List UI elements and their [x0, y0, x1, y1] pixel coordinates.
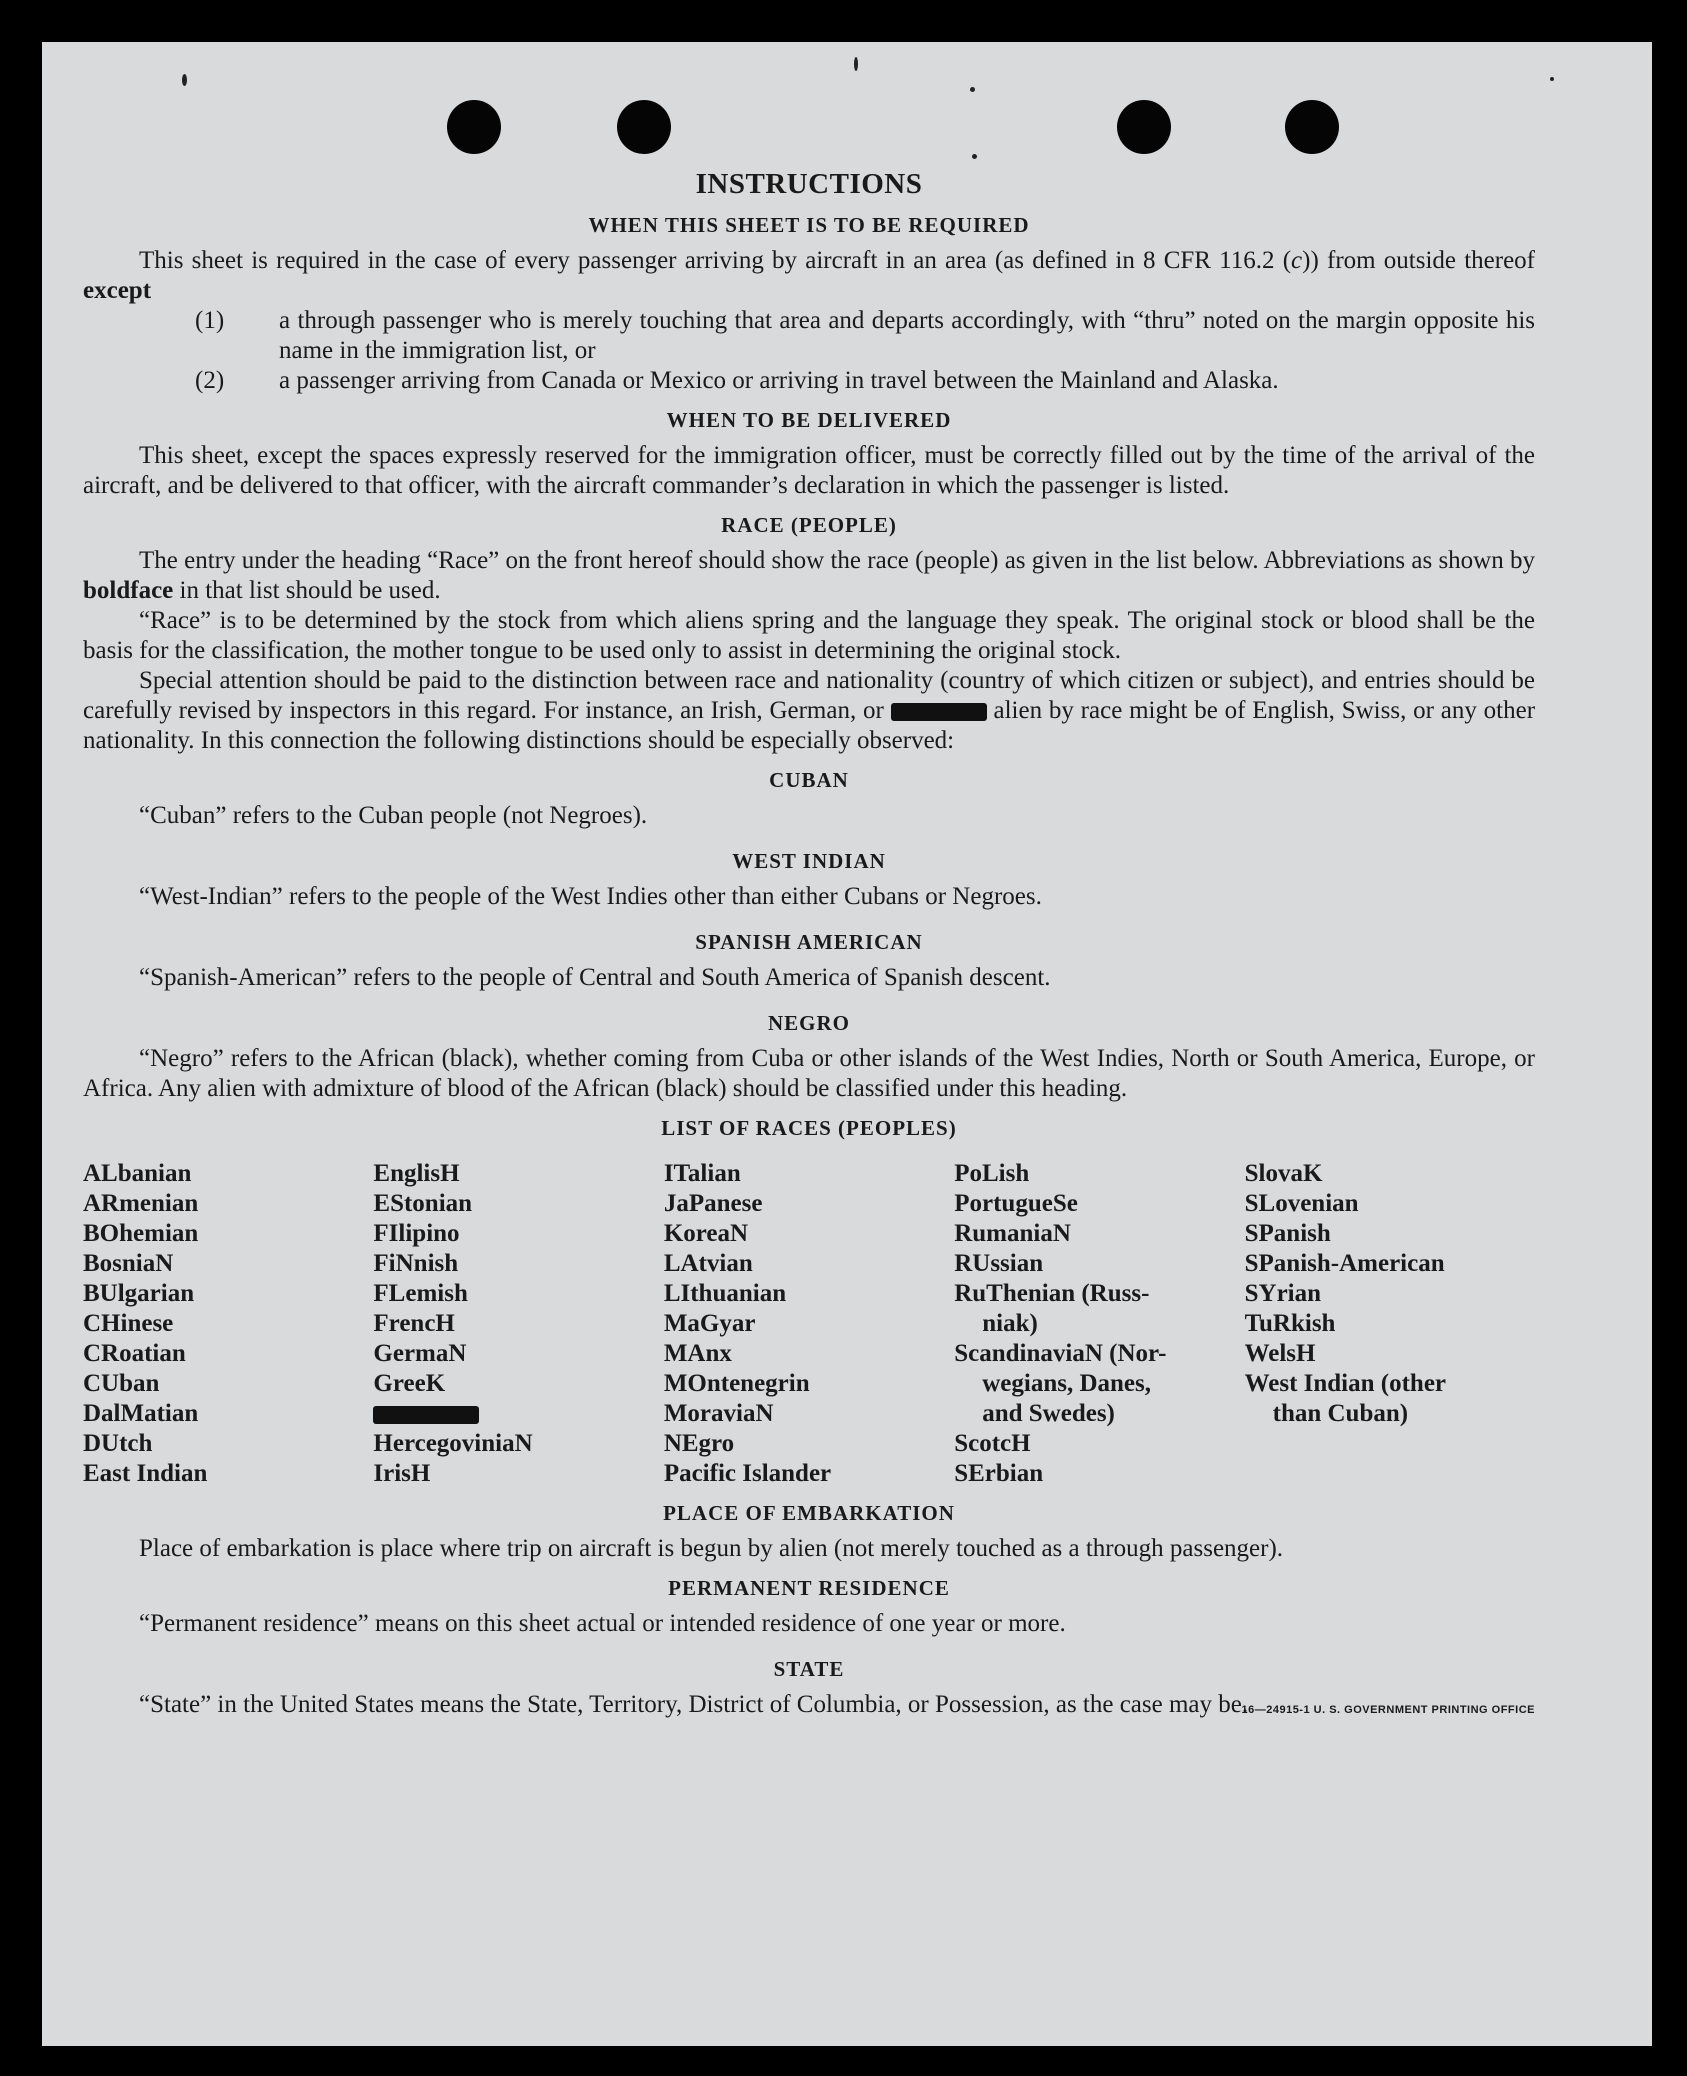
west-indian-text: “West-Indian” refers to the people of the West Indies other than either Cubans or Negroes.: [139, 883, 1042, 910]
race-entry: wegians, Danes,: [982, 1370, 1151, 1397]
text-run: )) from outside thereof: [1302, 247, 1535, 274]
race-entry: MoraviaN: [663, 1400, 774, 1427]
page-title: INSTRUCTIONS: [695, 168, 923, 200]
section-heading-west-indian: WEST INDIAN: [732, 849, 886, 873]
race-entry: PortugueSe: [954, 1190, 1078, 1217]
speck: [182, 74, 187, 86]
text-run: alien by race might be of English, Swiss, or any other nationality. In this connection the following distinctions should be especially observed:: [83, 697, 1536, 754]
race-entry: GreeK: [373, 1370, 446, 1397]
race-entry: SPanish-American: [1244, 1250, 1445, 1277]
race-entry: IrisH: [373, 1460, 431, 1487]
section-heading-negro: NEGRO: [767, 1011, 850, 1035]
race-entry: ScandinaviaN (Nor-: [954, 1340, 1167, 1367]
text-run: The entry under the heading “Race” on the front hereof should show the race (people) as given in the list below. Abbreviations as shown by: [139, 547, 1535, 574]
race-entry: EStonian: [373, 1190, 473, 1217]
races-group: [373, 1159, 663, 1399]
race-entry: SYrian: [1244, 1280, 1322, 1307]
cuban-text: “Cuban” refers to the Cuban people (not Negroes).: [139, 802, 648, 829]
redaction-mark: [373, 1406, 479, 1424]
section-heading-cuban: CUBAN: [769, 768, 849, 792]
text-run: This sheet is required in the case of every passenger arriving by aircraft in an area (as defined in 8 CFR 116.2 (: [139, 247, 1292, 274]
section-heading-embarkation: PLACE OF EMBARKATION: [663, 1501, 955, 1525]
print-code: 16—24915-1 U. S. GOVERNMENT PRINTING OFFICE: [1241, 1704, 1535, 1716]
item-text: a passenger arriving from Canada or Mexico or arriving in travel between the Mainland and Alaska.: [279, 367, 1279, 394]
list-item: [195, 366, 1535, 396]
negro-text: “Negro” refers to the African (black), whether coming from Cuba or other islands of the West Indies, North or South America, Europe, or Africa. Any alien with admixture of blood of the African (black) should be classified under this heading.: [83, 1045, 1535, 1102]
race-entry: FLemish: [373, 1280, 468, 1307]
race-entry: SlovaK: [1244, 1160, 1323, 1187]
text-run: c: [1291, 247, 1303, 274]
speck: [854, 57, 858, 71]
race-entry: NEgro: [663, 1430, 735, 1457]
race-entry: RumaniaN: [954, 1220, 1071, 1247]
races-column: [954, 1159, 1244, 1489]
state-block: [83, 1690, 1535, 1720]
race-entry: East Indian: [83, 1460, 208, 1487]
text-run: in that list should be used.: [173, 577, 441, 604]
race-entry: FiNnish: [373, 1250, 459, 1277]
section-heading-delivered: WHEN TO BE DELIVERED: [666, 408, 952, 432]
embarkation-text: Place of embarkation is place where trip on aircraft is begun by alien (not merely touched as a through passenger).: [139, 1535, 1284, 1562]
race-entry: ALbanian: [83, 1160, 192, 1187]
item-text: a through passenger who is merely touching that area and departs accordingly, with “thru” noted on the margin opposite his name in the immigration list, or: [279, 307, 1535, 364]
section-heading-list: LIST OF RACES (PEOPLES): [661, 1116, 957, 1140]
races-list: [83, 1159, 1535, 1489]
race-entry: MOntenegrin: [663, 1370, 810, 1397]
punch-hole: [1117, 100, 1171, 154]
race-entry: KoreaN: [663, 1220, 749, 1247]
race-entry: SLovenian: [1244, 1190, 1359, 1217]
race-entry: [373, 1399, 663, 1429]
race-entry: FrencH: [373, 1310, 455, 1337]
speck: [972, 154, 977, 159]
instructions-content: [83, 168, 1535, 1720]
race-entry: than Cuban): [1272, 1400, 1409, 1427]
section-heading-required: WHEN THIS SHEET IS TO BE REQUIRED: [588, 213, 1030, 237]
speck: [970, 87, 975, 92]
race-paragraph-3: [83, 666, 1535, 756]
required-intro: [83, 246, 1535, 306]
race-entry: TuRkish: [1244, 1310, 1336, 1337]
race-entry: BOhemian: [83, 1220, 199, 1247]
race-entry: ITalian: [663, 1160, 741, 1187]
race-entry: GermaN: [373, 1340, 467, 1367]
race-entry: niak): [982, 1310, 1038, 1337]
race-entry: EnglisH: [373, 1160, 460, 1187]
race-entry: LIthuanian: [663, 1280, 787, 1307]
race-entry: MaGyar: [663, 1310, 756, 1337]
race-entry: CHinese: [83, 1310, 174, 1337]
races-group: [373, 1429, 663, 1489]
state-text: “State” in the United States means the State, Territory, District of Columbia, or Possession, as the case may be.: [139, 1691, 1249, 1718]
race-entry: CUban: [83, 1370, 160, 1397]
race-entry: ARmenian: [83, 1190, 199, 1217]
race-entry: BosniaN: [83, 1250, 174, 1277]
race-entry: RuThenian (Russ-: [954, 1280, 1150, 1307]
text-run: boldface: [83, 577, 174, 604]
speck: [1550, 77, 1554, 81]
race-entry: CRoatian: [83, 1340, 186, 1367]
item-number: (2): [195, 367, 225, 394]
race-entry: DUtch: [83, 1430, 153, 1457]
race-entry: SPanish: [1244, 1220, 1331, 1247]
section-heading-race: RACE (PEOPLE): [721, 513, 897, 537]
race-entry: West Indian (other: [1244, 1370, 1447, 1397]
race-entry: Pacific Islander: [663, 1460, 832, 1487]
race-entry: JaPanese: [663, 1190, 763, 1217]
races-column: [664, 1159, 954, 1489]
races-column: [373, 1159, 663, 1489]
race-entry: RUssian: [954, 1250, 1044, 1277]
list-item: [195, 306, 1535, 366]
race-entry: MAnx: [663, 1340, 732, 1367]
punch-hole: [617, 100, 671, 154]
race-entry: PoLish: [954, 1160, 1030, 1187]
race-entry: FIlipino: [373, 1220, 460, 1247]
race-paragraph-2: “Race” is to be determined by the stock from which aliens spring and the language they speak. The original stock or blood shall be the basis for the classification, the mother tongue to be used only to assist in determining the original stock.: [83, 607, 1535, 664]
item-number: (1): [195, 307, 225, 334]
text-run: except: [83, 277, 152, 304]
punch-hole: [1285, 100, 1339, 154]
race-entry: and Swedes): [982, 1400, 1115, 1427]
spanish-american-text: “Spanish-American” refers to the people of Central and South America of Spanish descent.: [139, 964, 1051, 991]
section-heading-residence: PERMANENT RESIDENCE: [668, 1576, 950, 1600]
residence-text: “Permanent residence” means on this sheet actual or intended residence of one year or more.: [139, 1610, 1066, 1637]
race-entry: DalMatian: [83, 1400, 199, 1427]
race-entry: LAtvian: [663, 1250, 753, 1277]
race-entry: WelsH: [1244, 1340, 1316, 1367]
races-column: [1245, 1159, 1535, 1489]
section-heading-spanish-american: SPANISH AMERICAN: [695, 930, 923, 954]
race-entry: BUlgarian: [83, 1280, 195, 1307]
race-entry: ScotcH: [954, 1430, 1031, 1457]
redaction-mark: [891, 703, 987, 721]
race-entry: SErbian: [954, 1460, 1044, 1487]
section-heading-state: STATE: [773, 1657, 845, 1681]
document-page: [42, 42, 1652, 2046]
race-entry: HercegoviniaN: [373, 1430, 533, 1457]
text-run: Special attention should be paid to the distinction between race and nationality (country of which citizen or subject), and entries should be carefully revised by inspectors in this regard. For instance, an Irish, German, or: [83, 667, 1535, 724]
delivered-text: This sheet, except the spaces expressly reserved for the immigration officer, must be correctly filled out by the time of the arrival of the aircraft, and be delivered to that officer, with the aircraft commander’s declaration in which the passenger is listed.: [83, 442, 1535, 499]
races-column: [83, 1159, 373, 1489]
punch-hole: [447, 100, 501, 154]
race-paragraph-1: [83, 546, 1535, 606]
